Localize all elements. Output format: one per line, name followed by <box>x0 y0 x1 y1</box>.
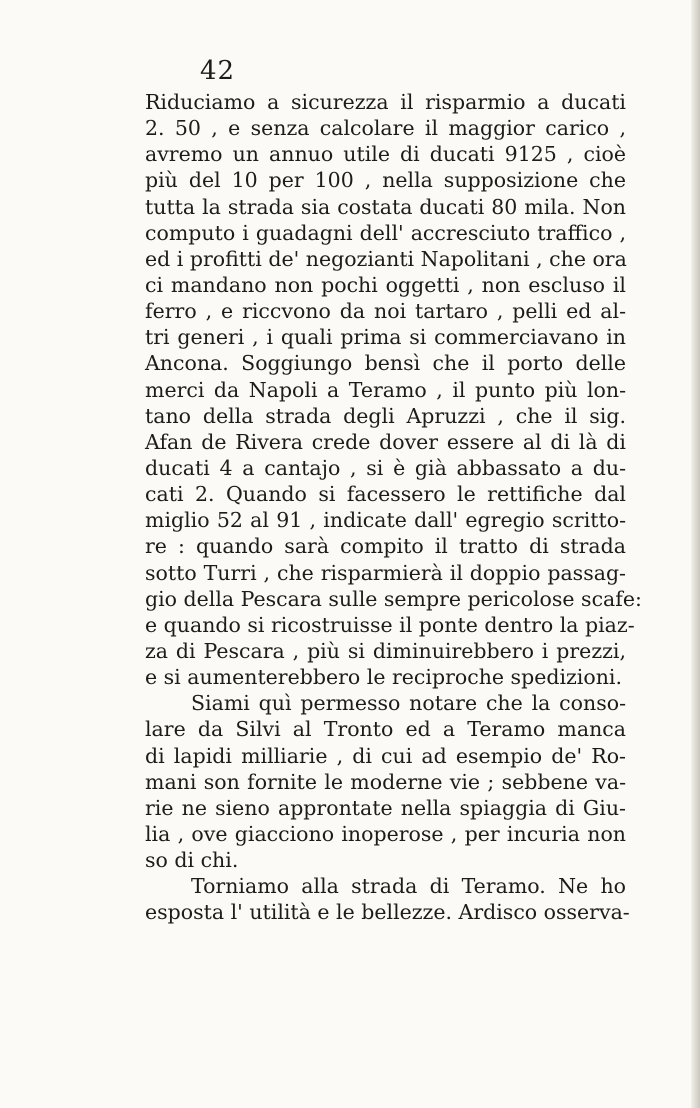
paragraph-first-line: Torniamo alla strada di Teramo. Ne ho <box>191 874 626 899</box>
text-line: lia , ove giacciono inoperose , per incuria non <box>145 821 626 846</box>
text-line: miglio 52 al 91 , indicate dall' egregio scritto- <box>145 508 626 533</box>
text-line: ci mandano non pochi oggetti , non escluso il <box>145 272 626 297</box>
text-line: avremo un annuo utile di ducati 9125 , cioè <box>145 142 626 167</box>
text-line: tri generi , i quali prima si commerciavano in <box>145 325 626 350</box>
text-line: ed i profitti de' negozianti Napolitani , che ora <box>145 246 627 271</box>
text-line: sotto Turri , che risparmierà il doppio passag- <box>145 560 626 585</box>
text-line: esposta l' utilità e le bellezze. Ardisco osserva- <box>145 900 630 925</box>
paragraph-first-line: Siami quì permesso notare che la conso- <box>191 691 626 716</box>
text-line: gio della Pescara sulle sempre pericolose scafe: <box>145 586 642 611</box>
text-line: e si aumenterebbero le reciproche spedizioni. <box>145 665 622 690</box>
text-line: tutta la strada sia costata ducati 80 mila. Non <box>145 194 626 219</box>
text-line: re : quando sarà compito il tratto di strada <box>145 534 626 559</box>
text-line: 2. 50 , e senza calcolare il maggior carico , <box>145 116 626 141</box>
text-line: lare da Silvi al Tronto ed a Teramo manca <box>145 717 626 742</box>
text-line: computo i guadagni dell' accresciuto traffico , <box>145 220 626 245</box>
text-line: ducati 4 a cantajo , si è già abbassato a du- <box>145 455 626 480</box>
text-line: cati 2. Quando si facessero le rettifiche dal <box>145 482 626 507</box>
text-line: ferro , e riccvono da noi tartaro , pelli ed al- <box>145 299 626 324</box>
page-edge-shadow <box>691 0 700 1108</box>
text-line: di lapidi milliarie , di cui ad esempio de' Ro- <box>145 743 626 768</box>
text-line: rie ne sieno approntate nella spiaggia di Giu- <box>145 795 626 820</box>
text-line: Afan de Rivera crede dover essere al di là di <box>145 429 626 454</box>
text-line: e quando si ricostruisse il ponte dentro la piaz- <box>145 612 635 637</box>
text-line: merci da Napoli a Teramo , il punto più lon- <box>145 377 626 402</box>
page-body-text <box>145 89 642 926</box>
text-line: Riduciamo a sicurezza il risparmio a ducati <box>145 90 626 114</box>
text-line: Ancona. Soggiungo bensì che il porto delle <box>145 351 626 376</box>
text-line: mani son fornite le moderne vie ; sebbene va- <box>145 769 626 794</box>
text-line: più del 10 per 100 , nella supposizione che <box>145 168 626 193</box>
text-line: so di chi. <box>145 848 239 873</box>
text-line: tano della strada degli Apruzzi , che il sig. <box>145 403 626 428</box>
text-line: za di Pescara , più si diminuirebbero i prezzi, <box>145 638 626 663</box>
page-number: 42 <box>200 56 236 86</box>
